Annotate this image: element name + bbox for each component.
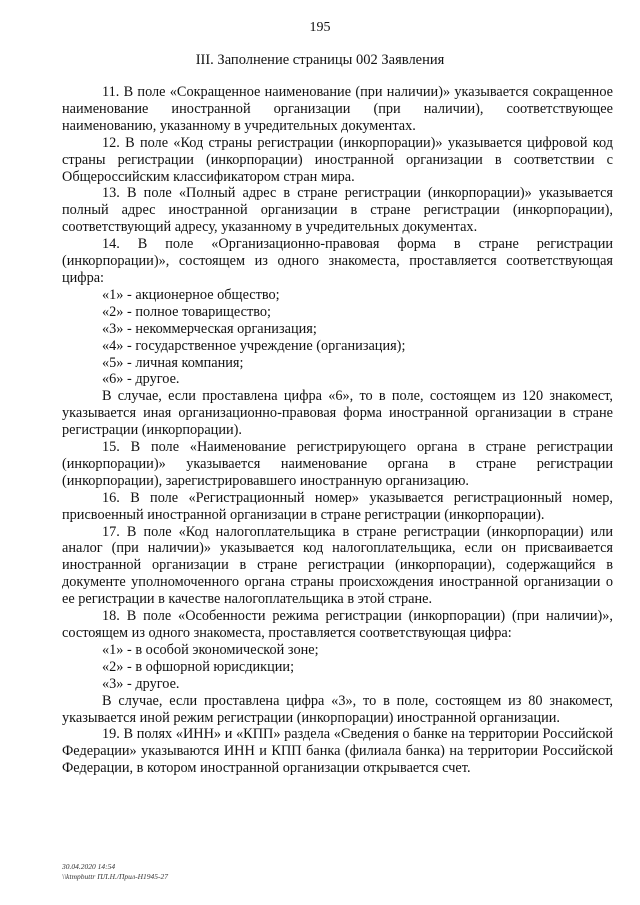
footer-timestamp: 30.04.2020 14:54 [62, 862, 116, 871]
paragraph: В случае, если проставлена цифра «3», то в поле, состоящем из 80 знакомест, указывается иной режим регистрации (инкорпорации) иностранной организации. [62, 692, 613, 726]
paragraph: 18. В поле «Особенности режима регистрации (инкорпорации) (при наличии)», состоящем из одного знакоместа, проставляется соответствующая цифра: [62, 608, 613, 641]
list-item: «2» - полное товарищество; [102, 303, 271, 320]
paragraph: 13. В поле «Полный адрес в стране регистрации (инкорпорации)» указывается полный адрес иностранной организации в стране регистрации (инкорпорации), соответствующий адресу, указанному в учредительных документах. [62, 185, 613, 236]
paragraph: 16. В поле «Регистрационный номер» указывается регистрационный номер, присвоенный иностранной организации в стране регистрации (инкорпорации). [62, 489, 613, 523]
document-body [62, 84, 613, 777]
paragraph: 15. В поле «Наименование регистрирующего органа в стране регистрации (инкорпорации)» указывается наименование органа в стране регистрации (инкорпорации), зарегистрировавшего иностранную организацию. [62, 439, 613, 489]
list-item: «6» - другое. [102, 371, 180, 388]
list-item: «1» - акционерное общество; [102, 286, 280, 303]
list-item: «1» - в особой экономической зоне; [102, 641, 319, 658]
list-item: «2» - в офшорной юрисдикции; [102, 658, 295, 675]
list-item: «4» - государственное учреждение (организация); [102, 337, 406, 354]
paragraph: 19. В полях «ИНН» и «КПП» раздела «Сведения о банке на территории Российской Федерации» указываются ИНН и КПП банка (филиала банка) на территории Российской Федерации, в котором иностранной организации открывается счет. [62, 726, 613, 777]
paragraph: 12. В поле «Код страны регистрации (инкорпорации)» указывается цифровой код страны регистрации (инкорпорации) иностранной организации в соответствии с Общероссийским классификатором стран мира. [62, 134, 613, 185]
list-item: «5» - личная компания; [102, 354, 244, 371]
footer-stamp [62, 862, 168, 882]
paragraph: 14. В поле «Организационно-правовая форма в стране регистрации (инкорпорации)», состоящем из одного знакоместа, проставляется соответствующая цифра: [62, 236, 613, 286]
paragraph: 17. В поле «Код налогоплательщика в стране регистрации (инкорпорации) или аналог (при наличии)» указывается код налогоплательщика, если он присваивается иностранной организации в стране регистрации (инкорпорации), содержащийся в документе уполномоченного органа страны происхождения иностранной организации о ее регистрации в качестве налогоплательщика в этой стране. [62, 523, 613, 608]
section-title: III. Заполнение страницы 002 Заявления [195, 52, 445, 68]
list-item: «3» - некоммерческая организация; [102, 320, 317, 337]
paragraph: В случае, если проставлена цифра «6», то в поле, состоящем из 120 знакомест, указывается иная организационно-правовая форма иностранной организации в стране регистрации (инкорпорации). [62, 388, 613, 439]
page-number: 195 [309, 20, 331, 35]
list-item: «3» - другое. [102, 675, 180, 692]
footer-file-path: \\ktmpbuttr ПЛ.Н./Прил-Н1945-27 [62, 872, 169, 881]
paragraph: 11. В поле «Сокращенное наименование (при наличии)» указывается сокращенное наименование иностранной организации (при наличии), соответствующее наименованию, указанному в учредительных документах. [62, 84, 613, 134]
